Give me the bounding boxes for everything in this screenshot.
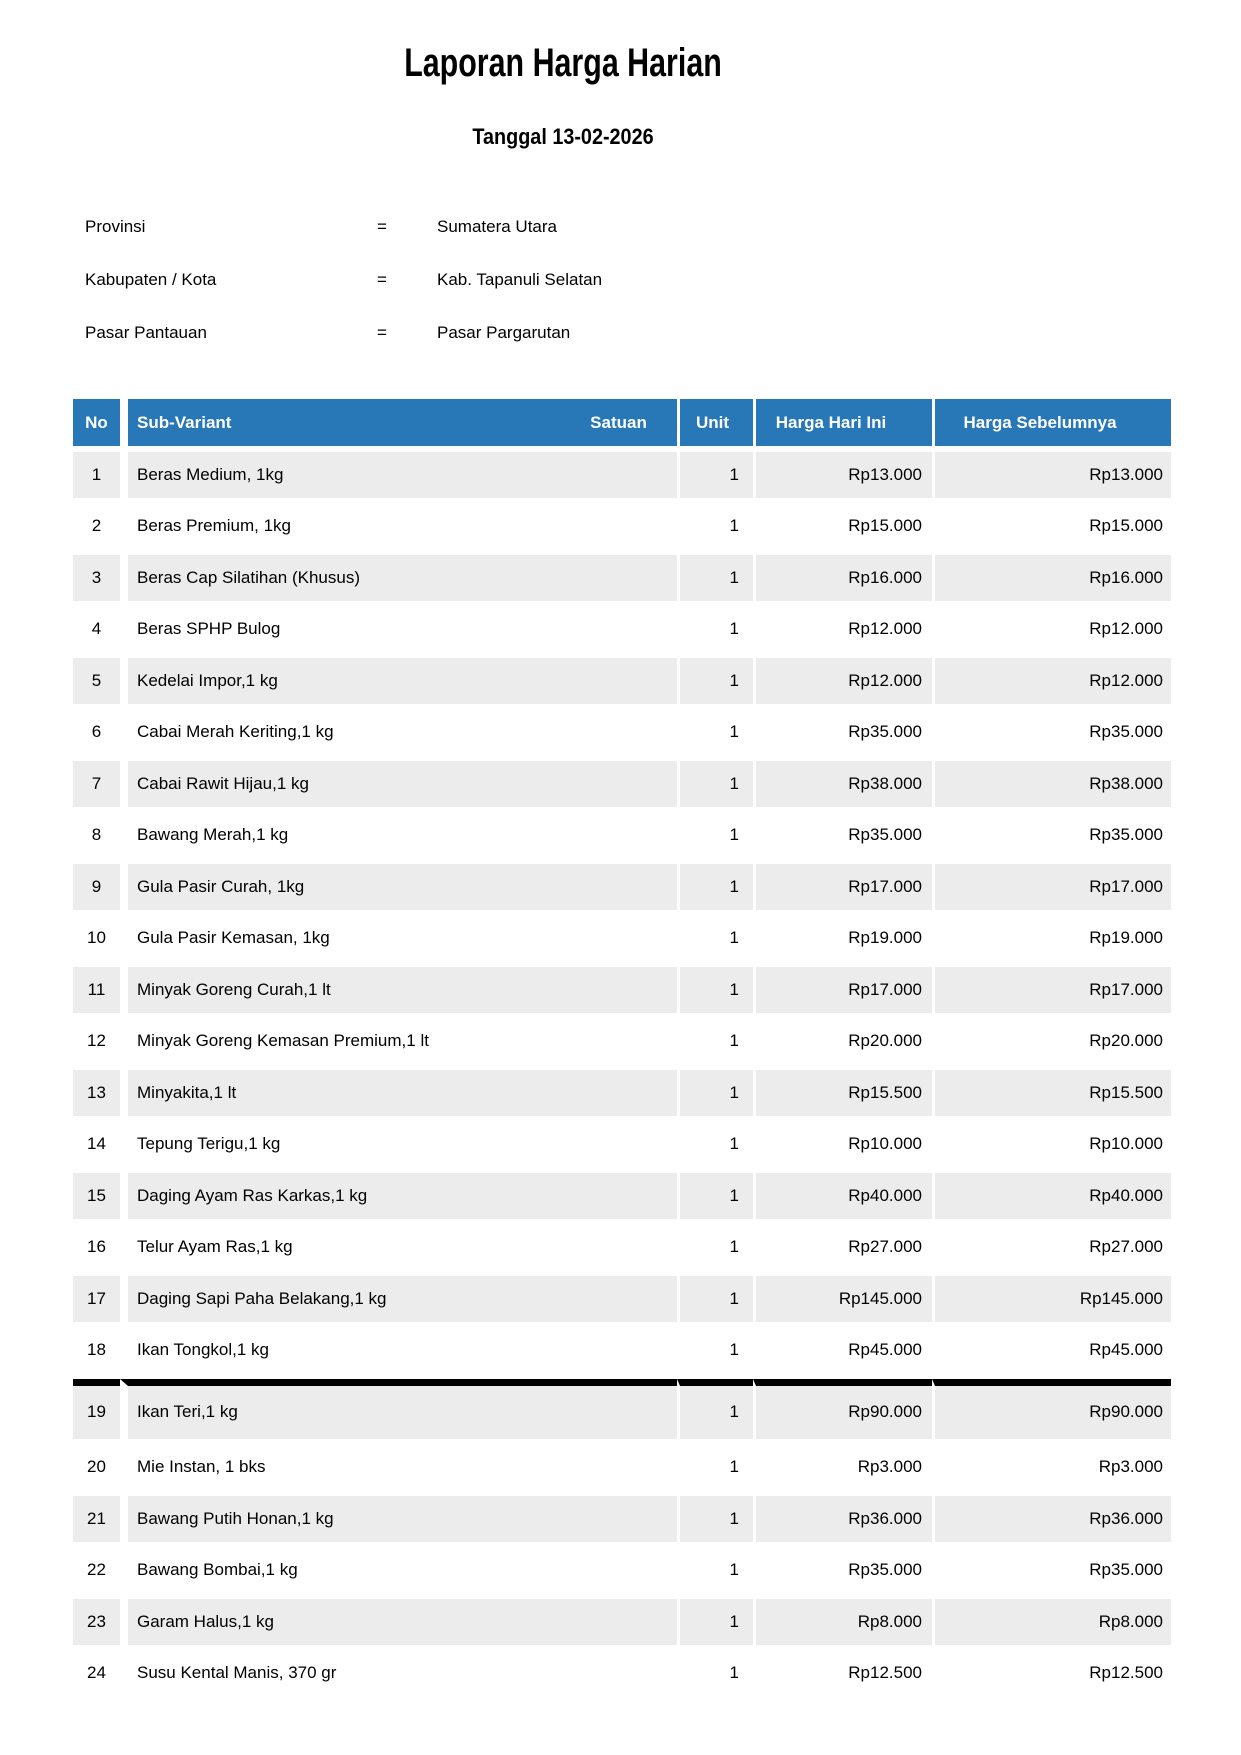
cell-no: 9 — [73, 864, 120, 910]
cell-harga-sebelumnya: Rp10.000 — [932, 1122, 1171, 1168]
cell-unit: 1 — [677, 1173, 753, 1219]
cell-harga-hari-ini: Rp27.000 — [753, 1225, 932, 1271]
cell-harga-sebelumnya: Rp45.000 — [932, 1328, 1171, 1374]
table-row — [73, 1070, 1171, 1116]
cell-unit: 1 — [677, 452, 753, 498]
table-row — [73, 1651, 1171, 1697]
cell-satuan — [560, 555, 677, 601]
cell-no: 1 — [73, 452, 120, 498]
cell-satuan — [560, 916, 677, 962]
cell-harga-hari-ini: Rp17.000 — [753, 967, 932, 1013]
cell-satuan — [560, 710, 677, 756]
info-value: Sumatera Utara — [437, 217, 557, 236]
cell-satuan — [560, 1445, 677, 1491]
cell-satuan — [560, 761, 677, 807]
info-row-provinsi — [85, 212, 1241, 242]
cell-harga-sebelumnya: Rp20.000 — [932, 1019, 1171, 1065]
cell-sub-variant: Cabai Rawit Hijau,1 kg — [120, 761, 560, 807]
cell-no: 4 — [73, 607, 120, 653]
cell-harga-hari-ini: Rp13.000 — [753, 452, 932, 498]
cell-unit: 1 — [677, 1019, 753, 1065]
table-row — [73, 761, 1171, 807]
cell-harga-sebelumnya: Rp16.000 — [932, 555, 1171, 601]
cell-satuan — [560, 1328, 677, 1374]
cell-no: 3 — [73, 555, 120, 601]
cell-no: 12 — [73, 1019, 120, 1065]
cell-harga-hari-ini: Rp3.000 — [753, 1445, 932, 1491]
table-row — [73, 813, 1171, 859]
cell-harga-sebelumnya: Rp8.000 — [932, 1599, 1171, 1645]
column-header-no: No — [73, 399, 120, 446]
cell-sub-variant: Ikan Tongkol,1 kg — [120, 1328, 560, 1374]
cell-satuan — [560, 1496, 677, 1542]
cell-no: 20 — [73, 1445, 120, 1491]
cell-no: 7 — [73, 761, 120, 807]
cell-satuan — [560, 813, 677, 859]
cell-no: 10 — [73, 916, 120, 962]
table-row — [73, 1225, 1171, 1271]
cell-sub-variant: Garam Halus,1 kg — [120, 1599, 560, 1645]
table-row — [73, 864, 1171, 910]
cell-harga-hari-ini: Rp8.000 — [753, 1599, 932, 1645]
table-row — [73, 1173, 1171, 1219]
cell-satuan — [560, 1599, 677, 1645]
cell-harga-sebelumnya: Rp40.000 — [932, 1173, 1171, 1219]
cell-harga-hari-ini: Rp35.000 — [753, 710, 932, 756]
cell-harga-sebelumnya: Rp17.000 — [932, 864, 1171, 910]
cell-harga-sebelumnya: Rp19.000 — [932, 916, 1171, 962]
cell-harga-sebelumnya: Rp12.000 — [932, 658, 1171, 704]
table-row — [73, 658, 1171, 704]
cell-unit: 1 — [677, 1379, 753, 1439]
cell-satuan — [560, 1173, 677, 1219]
cell-harga-hari-ini: Rp20.000 — [753, 1019, 932, 1065]
cell-harga-hari-ini: Rp17.000 — [753, 864, 932, 910]
table-row — [73, 916, 1171, 962]
cell-no: 23 — [73, 1599, 120, 1645]
cell-sub-variant: Gula Pasir Curah, 1kg — [120, 864, 560, 910]
cell-harga-hari-ini: Rp40.000 — [753, 1173, 932, 1219]
cell-harga-sebelumnya: Rp27.000 — [932, 1225, 1171, 1271]
cell-harga-sebelumnya: Rp35.000 — [932, 813, 1171, 859]
info-value: Kab. Tapanuli Selatan — [437, 270, 603, 289]
info-label: Provinsi — [85, 217, 146, 236]
equals-sign: = — [377, 323, 387, 342]
cell-sub-variant: Bawang Bombai,1 kg — [120, 1548, 560, 1594]
cell-harga-hari-ini: Rp35.000 — [753, 1548, 932, 1594]
table-row — [73, 710, 1171, 756]
cell-harga-sebelumnya: Rp35.000 — [932, 1548, 1171, 1594]
cell-harga-hari-ini: Rp10.000 — [753, 1122, 932, 1168]
price-table-body — [73, 452, 1171, 1696]
cell-no: 17 — [73, 1276, 120, 1322]
table-row — [73, 1599, 1171, 1645]
table-row — [73, 607, 1171, 653]
cell-unit: 1 — [677, 1496, 753, 1542]
table-row — [73, 1122, 1171, 1168]
cell-sub-variant: Beras Premium, 1kg — [120, 504, 560, 550]
cell-harga-sebelumnya: Rp90.000 — [932, 1379, 1171, 1439]
cell-satuan — [560, 1276, 677, 1322]
cell-harga-hari-ini: Rp90.000 — [753, 1379, 932, 1439]
cell-sub-variant: Beras Cap Silatihan (Khusus) — [120, 555, 560, 601]
cell-sub-variant: Mie Instan, 1 bks — [120, 1445, 560, 1491]
cell-unit: 1 — [677, 864, 753, 910]
cell-unit: 1 — [677, 1328, 753, 1374]
cell-unit: 1 — [677, 1070, 753, 1116]
cell-unit: 1 — [677, 967, 753, 1013]
cell-no: 22 — [73, 1548, 120, 1594]
cell-harga-hari-ini: Rp15.500 — [753, 1070, 932, 1116]
page-title: Laporan Harga Harian — [404, 41, 722, 85]
cell-no: 16 — [73, 1225, 120, 1271]
cell-unit: 1 — [677, 1225, 753, 1271]
cell-unit: 1 — [677, 607, 753, 653]
cell-no: 14 — [73, 1122, 120, 1168]
cell-satuan — [560, 1548, 677, 1594]
cell-no: 11 — [73, 967, 120, 1013]
cell-harga-hari-ini: Rp38.000 — [753, 761, 932, 807]
cell-satuan — [560, 1379, 677, 1439]
cell-unit: 1 — [677, 710, 753, 756]
column-header-harga-hari-ini: Harga Hari Ini — [753, 399, 932, 446]
cell-harga-hari-ini: Rp145.000 — [753, 1276, 932, 1322]
cell-no: 6 — [73, 710, 120, 756]
table-row — [73, 1019, 1171, 1065]
cell-harga-sebelumnya: Rp145.000 — [932, 1276, 1171, 1322]
cell-unit: 1 — [677, 1122, 753, 1168]
column-header-harga-sebelumnya: Harga Sebelumnya — [932, 399, 1171, 446]
cell-harga-sebelumnya: Rp15.500 — [932, 1070, 1171, 1116]
cell-sub-variant: Susu Kental Manis, 370 gr — [120, 1651, 560, 1697]
cell-no: 21 — [73, 1496, 120, 1542]
info-label: Kabupaten / Kota — [85, 270, 217, 289]
cell-no: 5 — [73, 658, 120, 704]
column-header-satuan: Satuan — [560, 399, 677, 446]
cell-unit: 1 — [677, 1599, 753, 1645]
cell-sub-variant: Bawang Putih Honan,1 kg — [120, 1496, 560, 1542]
cell-sub-variant: Minyakita,1 lt — [120, 1070, 560, 1116]
cell-harga-sebelumnya: Rp17.000 — [932, 967, 1171, 1013]
cell-sub-variant: Cabai Merah Keriting,1 kg — [120, 710, 560, 756]
cell-harga-sebelumnya: Rp15.000 — [932, 504, 1171, 550]
info-row-kabupaten — [85, 265, 1241, 295]
cell-sub-variant: Beras SPHP Bulog — [120, 607, 560, 653]
cell-unit: 1 — [677, 1445, 753, 1491]
cell-harga-sebelumnya: Rp12.000 — [932, 607, 1171, 653]
cell-unit: 1 — [677, 1276, 753, 1322]
report-info-block — [85, 212, 1241, 348]
info-value: Pasar Pargarutan — [437, 323, 571, 342]
cell-harga-sebelumnya: Rp38.000 — [932, 761, 1171, 807]
cell-no: 2 — [73, 504, 120, 550]
cell-sub-variant: Daging Ayam Ras Karkas,1 kg — [120, 1173, 560, 1219]
cell-no: 19 — [73, 1379, 120, 1439]
cell-satuan — [560, 504, 677, 550]
cell-unit: 1 — [677, 555, 753, 601]
cell-harga-hari-ini: Rp12.500 — [753, 1651, 932, 1697]
column-header-unit: Unit — [677, 399, 753, 446]
cell-harga-hari-ini: Rp19.000 — [753, 916, 932, 962]
cell-satuan — [560, 1070, 677, 1116]
cell-sub-variant: Tepung Terigu,1 kg — [120, 1122, 560, 1168]
cell-harga-hari-ini: Rp35.000 — [753, 813, 932, 859]
cell-sub-variant: Bawang Merah,1 kg — [120, 813, 560, 859]
report-header — [73, 40, 1053, 150]
cell-satuan — [560, 967, 677, 1013]
cell-satuan — [560, 864, 677, 910]
cell-satuan — [560, 1651, 677, 1697]
cell-harga-sebelumnya: Rp13.000 — [932, 452, 1171, 498]
price-table — [73, 393, 1171, 1702]
report-date: Tanggal 13-02-2026 — [472, 124, 654, 149]
cell-unit: 1 — [677, 916, 753, 962]
cell-harga-hari-ini: Rp36.000 — [753, 1496, 932, 1542]
cell-harga-hari-ini: Rp12.000 — [753, 607, 932, 653]
cell-unit: 1 — [677, 761, 753, 807]
cell-satuan — [560, 658, 677, 704]
cell-sub-variant: Kedelai Impor,1 kg — [120, 658, 560, 704]
cell-no: 13 — [73, 1070, 120, 1116]
cell-harga-hari-ini: Rp45.000 — [753, 1328, 932, 1374]
cell-unit: 1 — [677, 813, 753, 859]
table-row — [73, 1379, 1171, 1439]
column-header-sub-variant: Sub-Variant — [120, 399, 560, 446]
cell-harga-sebelumnya: Rp36.000 — [932, 1496, 1171, 1542]
cell-unit: 1 — [677, 1548, 753, 1594]
table-row — [73, 1276, 1171, 1322]
cell-sub-variant: Gula Pasir Kemasan, 1kg — [120, 916, 560, 962]
cell-sub-variant: Beras Medium, 1kg — [120, 452, 560, 498]
table-row — [73, 1445, 1171, 1491]
cell-harga-sebelumnya: Rp35.000 — [932, 710, 1171, 756]
equals-sign: = — [377, 217, 387, 236]
table-row — [73, 452, 1171, 498]
cell-harga-hari-ini: Rp15.000 — [753, 504, 932, 550]
cell-no: 18 — [73, 1328, 120, 1374]
cell-no: 24 — [73, 1651, 120, 1697]
cell-satuan — [560, 1019, 677, 1065]
cell-sub-variant: Daging Sapi Paha Belakang,1 kg — [120, 1276, 560, 1322]
cell-no: 15 — [73, 1173, 120, 1219]
info-row-pasar — [85, 318, 1241, 348]
equals-sign: = — [377, 270, 387, 289]
cell-unit: 1 — [677, 1651, 753, 1697]
cell-no: 8 — [73, 813, 120, 859]
cell-satuan — [560, 1122, 677, 1168]
cell-sub-variant: Minyak Goreng Kemasan Premium,1 lt — [120, 1019, 560, 1065]
table-row — [73, 1328, 1171, 1374]
price-table-header — [73, 399, 1171, 446]
cell-harga-hari-ini: Rp16.000 — [753, 555, 932, 601]
cell-sub-variant: Telur Ayam Ras,1 kg — [120, 1225, 560, 1271]
cell-harga-hari-ini: Rp12.000 — [753, 658, 932, 704]
table-row — [73, 1548, 1171, 1594]
info-label: Pasar Pantauan — [85, 323, 207, 342]
cell-satuan — [560, 607, 677, 653]
cell-harga-sebelumnya: Rp12.500 — [932, 1651, 1171, 1697]
cell-harga-sebelumnya: Rp3.000 — [932, 1445, 1171, 1491]
cell-satuan — [560, 1225, 677, 1271]
cell-unit: 1 — [677, 658, 753, 704]
cell-sub-variant: Minyak Goreng Curah,1 lt — [120, 967, 560, 1013]
cell-unit: 1 — [677, 504, 753, 550]
table-row — [73, 1496, 1171, 1542]
table-row — [73, 555, 1171, 601]
cell-satuan — [560, 452, 677, 498]
table-row — [73, 504, 1171, 550]
table-row — [73, 967, 1171, 1013]
cell-sub-variant: Ikan Teri,1 kg — [120, 1379, 560, 1439]
